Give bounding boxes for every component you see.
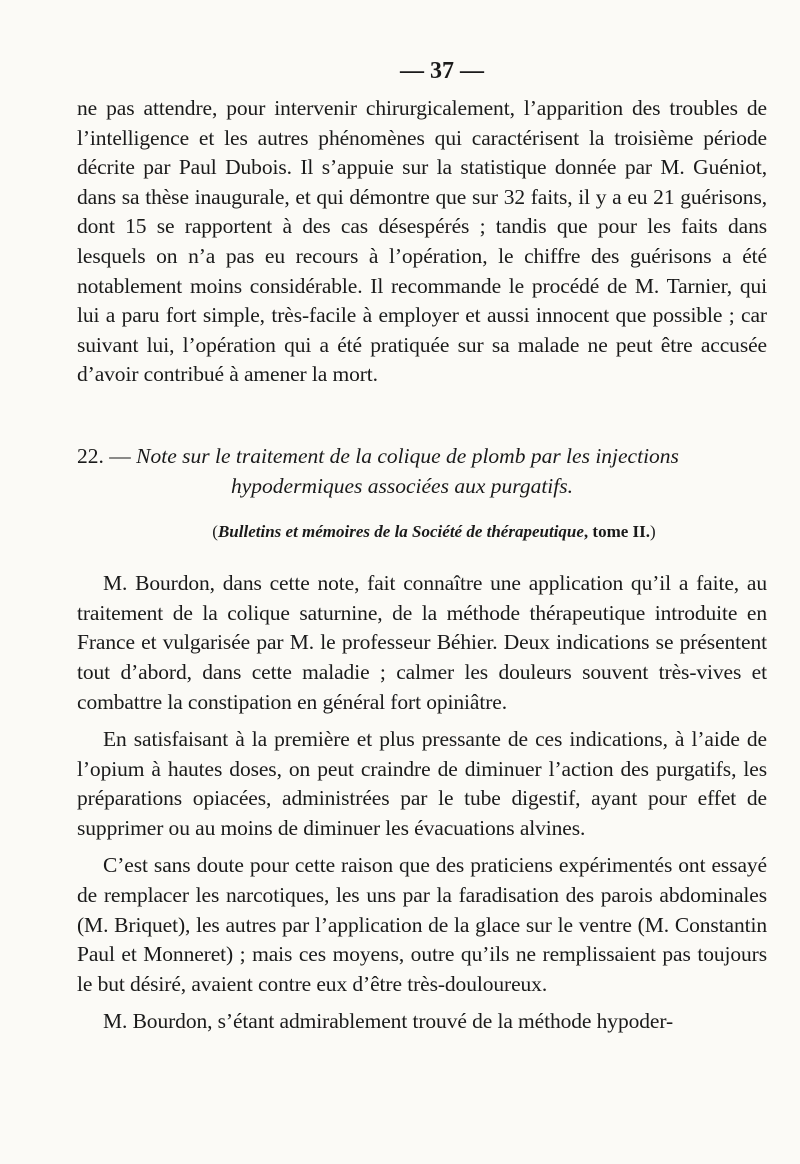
source-volume: , tome II. <box>583 522 651 542</box>
intro-paragraph: ne pas attendre, pour intervenir chirurgicalement, l’apparition des troubles de l’intelligence et les autres phénomènes qui caractérisent la troisième période décrite par Paul Dubois. Il s’appuie sur la statistique donnée par M. Guéniot, dans sa thèse inaugurale, et qui démontre que sur 32 faits, il y a eu 21 guérisons, dont 15 se rapportent à des cas désespérés ; tandis que pour les faits dans lesquels on n’a pas eu recours à l’opération, le chiffre des guérisons a été notablement moins considérable. Il recommande le procédé de M. Tarnier, qui lui a paru fort simple, très-facile à employer et aussi innocent que possible ; car suivant lui, l’opération qui a été pratiquée sur sa malade ne peut être accusée d’avoir contribué à amener la mort. <box>77 96 767 387</box>
article-paragraph: M. Bourdon, dans cette note, fait connaître une application qu’il a faite, au traitement de la colique saturnine, de la méthode thérapeutique introduite en France et vulgarisée par M. le professeur Béhier. Deux indications se présentent tout d’abord, dans cette maladie ; calmer les douleurs souvent très-vives et combattre la constipation en général fort opiniâtre. <box>77 571 767 714</box>
article-heading <box>77 442 767 501</box>
article-paragraph: M. Bourdon, s’étant admirablement trouvé de la méthode hypoder- <box>103 1009 674 1034</box>
article-title-line1: Note sur le traitement de la colique de plomb par les injections <box>136 443 679 468</box>
article-title-line2: hypodermiques associées aux purgatifs. <box>231 473 573 498</box>
article-paragraph: C’est sans doute pour cette raison que des praticiens expérimentés ont essayé de remplacer les narcotiques, les uns par la faradisation des parois abdominales (M. Briquet), les autres par l’application de la glace sur le ventre (M. Constantin Paul et Monneret) ; mais ces moyens, outre qu’ils ne remplissaient pas toujours le but désiré, avaient contre eux d’être très-douloureux. <box>77 853 767 996</box>
source-journal: Bulletins et mémoires de la Société de thérapeutique <box>217 522 584 542</box>
source-open-paren: ( <box>212 522 218 542</box>
page-number: — 37 — <box>400 58 484 84</box>
article-paragraph: En satisfaisant à la première et plus pressante de ces indications, à l’aide de l’opium à hautes doses, on peut craindre de diminuer l’action des purgatifs, les préparations opiacées, administrées par le tube digestif, ayant pour effet de supprimer ou au moins de diminuer les évacuations alvines. <box>77 727 767 840</box>
section-spacer <box>77 390 767 442</box>
article-source <box>77 519 767 545</box>
source-close-paren: ) <box>650 522 656 542</box>
article-number: 22. — <box>77 443 137 468</box>
